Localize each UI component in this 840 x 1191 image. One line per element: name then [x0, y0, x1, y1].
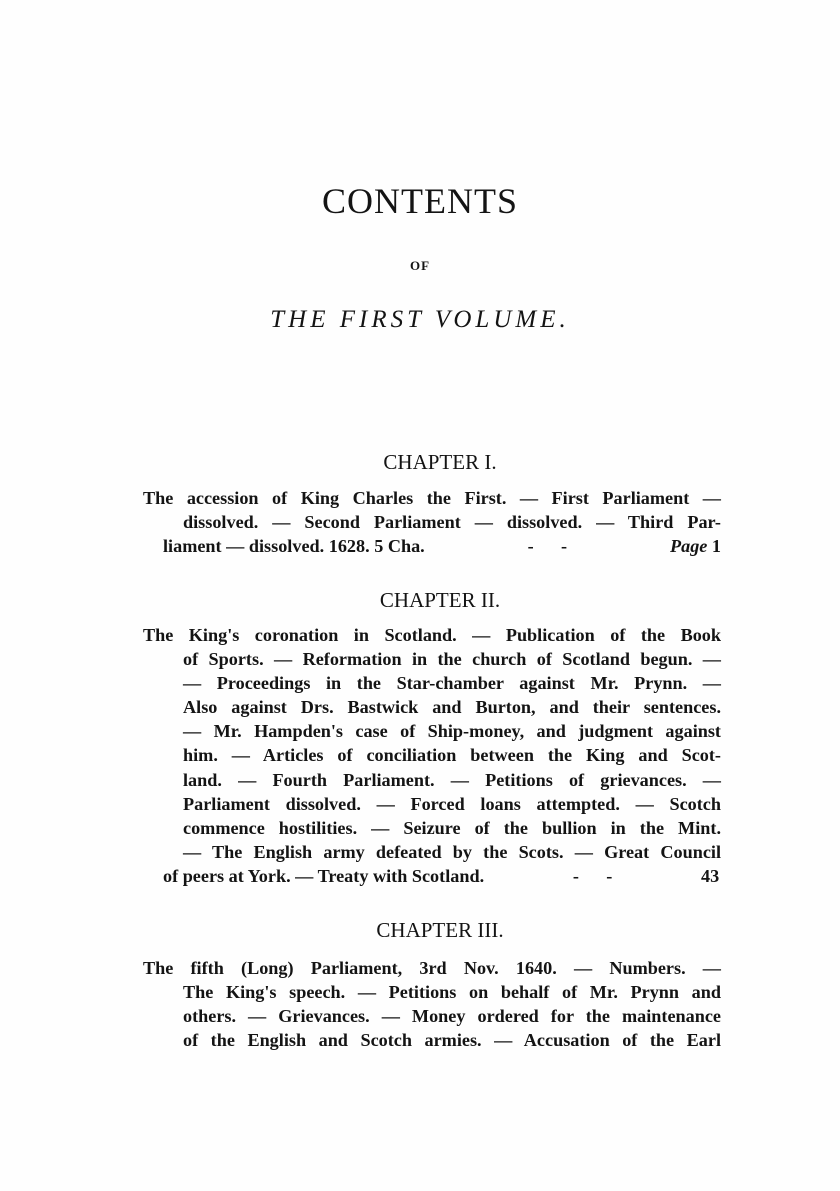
summary-last-line [163, 864, 721, 888]
chapter-1-summary [143, 486, 721, 558]
summary-line: Also against Drs. Bastwick and Burton, and their sentences. [183, 697, 721, 718]
chapter-3-heading: CHAPTER III. [376, 918, 504, 942]
summary-line: — Mr. Hampden's case of Ship-money, and judgment against [183, 721, 721, 742]
leader-dots: - - [572, 865, 613, 886]
summary-line: commence hostilities. — Seizure of the bullion in the Mint. [183, 817, 721, 838]
volume-title: THE FIRST VOLUME. [270, 306, 570, 333]
summary-line: — The English army defeated by the Scots. — Great Council [183, 841, 721, 862]
summary-line: The fifth (Long) Parliament, 3rd Nov. 1640. — Numbers. — [143, 958, 721, 978]
summary-last-line [163, 534, 721, 558]
summary-line: The accession of King Charles the First. — First Parliament — [143, 488, 721, 508]
summary-line: of the English and Scotch armies. — Accusation of the Earl [183, 1030, 721, 1051]
summary-line: — Proceedings in the Star-chamber against Mr. Prynn. — [183, 673, 721, 694]
leader-dots: - - [527, 536, 568, 557]
contents-title: CONTENTS [322, 181, 518, 221]
summary-line: Parliament dissolved. — Forced loans attempted. — Scotch [183, 793, 721, 814]
page-number: 43 [700, 865, 720, 886]
summary-line: of peers at York. — Treaty with Scotland. [163, 865, 485, 886]
summary-line: dissolved. — Second Parliament — dissolved. — Third Par- [183, 512, 721, 533]
summary-line: land. — Fourth Parliament. — Petitions of grievances. — [183, 769, 721, 790]
summary-line: liament — dissolved. 1628. 5 Cha. [163, 536, 425, 557]
summary-line: him. — Articles of conciliation between the King and Scot- [183, 745, 721, 766]
summary-line: The King's speech. — Petitions on behalf of Mr. Prynn and [183, 982, 721, 1003]
chapter-2-summary [143, 623, 721, 888]
summary-line: of Sports. — Reformation in the church of Scotland begun. — [183, 649, 721, 670]
page-label: Page [669, 536, 708, 557]
of-label: OF [409, 258, 431, 273]
summary-line: The King's coronation in Scotland. — Publication of the Book [143, 625, 721, 645]
page-number: 1 [711, 536, 721, 557]
summary-line: others. — Grievances. — Money ordered for the maintenance [183, 1006, 721, 1027]
chapter-3-summary [143, 956, 721, 1052]
chapter-2-heading: CHAPTER II. [379, 588, 501, 612]
chapter-1-heading: CHAPTER I. [383, 450, 497, 474]
